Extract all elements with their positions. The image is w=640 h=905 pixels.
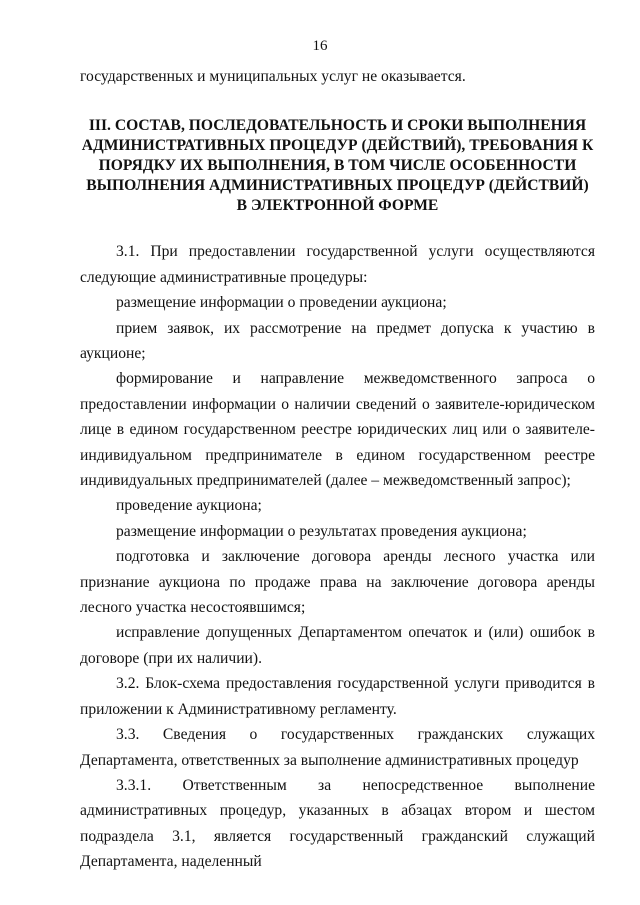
list-item-results: размещение информации о результатах проведения аукциона; bbox=[116, 522, 527, 540]
list-item-lease-contract: подготовка и заключение договора аренды лесного участка или признание аукциона по продаже права на заключение договора аренды лесного участка несостоявшимся; bbox=[80, 548, 595, 617]
section-heading: III. СОСТАВ, ПОСЛЕДОВАТЕЛЬНОСТЬ И СРОКИ ВЫПОЛНЕНИЯ АДМИНИСТРАТИВНЫХ ПРОЦЕДУР (ДЕЙСТВИЙ), ТРЕБОВАНИЯ К ПОРЯДКУ ИХ ВЫПОЛНЕНИЯ, В ТОМ ЧИСЛЕ ОСОБЕННОСТИ ВЫПОЛНЕНИЯ АДМИНИСТРАТИВНЫХ ПРОЦЕДУР (ДЕЙСТВИЙ) В ЭЛЕКТРОННОЙ ФОРМЕ bbox=[81, 117, 594, 214]
list-item-auction: проведение аукциона; bbox=[116, 497, 262, 515]
paragraph-3-2: 3.2. Блок-схема предоставления государственной услуги приводится в приложении к Административному регламенту. bbox=[80, 675, 595, 718]
list-item-interagency-request: формирование и направление межведомственного запроса о предоставлении информации о наличии сведений о заявителе-юридическом лице в едином государственном реестре юридических лиц или о заявителе-индивидуальном предпринимателе в едином государственном реестре индивидуальных предпринимателей (далее – межведомственный запрос); bbox=[80, 370, 595, 490]
paragraph-3-3-1: 3.3.1. Ответственным за непосредственное выполнение административных процедур, указанных в абзацах втором и шестом подраздела 3.1, является государственный гражданский служащий Департамента, наделенный bbox=[80, 776, 595, 871]
page-content bbox=[80, 64, 595, 875]
paragraph-3-3: 3.3. Сведения о государственных гражданских служащих Департамента, ответственных за выполнение административных процедур bbox=[80, 726, 595, 769]
lead-line: государственных и муниципальных услуг не оказывается. bbox=[80, 68, 466, 85]
page-number: 16 bbox=[312, 38, 328, 54]
paragraph-3-1: 3.1. При предоставлении государственной услуги осуществляются следующие административные процедуры: bbox=[80, 243, 595, 286]
list-item-corrections: исправление допущенных Департаментом опечаток и (или) ошибок в договоре (при их наличии). bbox=[80, 624, 595, 667]
list-item-applications: прием заявок, их рассмотрение на предмет допуска к участию в аукционе; bbox=[80, 319, 595, 363]
list-item-placement-info: размещение информации о проведении аукциона; bbox=[116, 294, 447, 312]
